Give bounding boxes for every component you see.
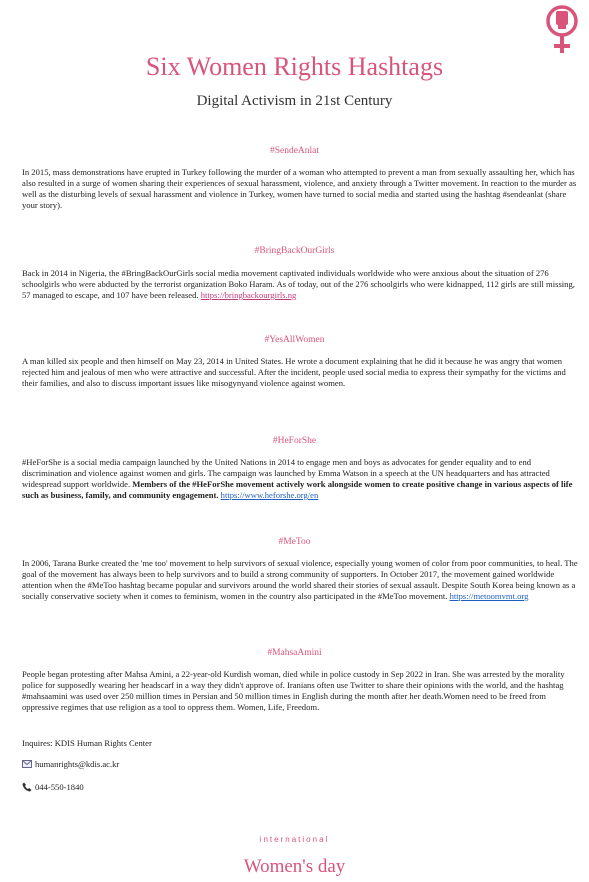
- section-hashtag-metoo: #MeToo: [278, 537, 311, 547]
- inquires-line: Inquires: KDIS Human Rights Center: [22, 738, 152, 748]
- envelope-icon: [22, 760, 32, 770]
- phone-icon: [22, 782, 32, 794]
- section-hashtag-yesallwomen: #YesAllWomen: [264, 335, 325, 345]
- section-text-heforshe: #HeForShe is a social media campaign launched by the United Nations in 2014 to engage men and boys as advocates for gender equality and to end discrimination and violence against women and girls. The campaign was launched by Emma Watson in a speech at the UN headquarters and has attracted widespread support worldwide.: [22, 457, 550, 489]
- metoo-link[interactable]: https://metoomvmt.org: [449, 591, 529, 601]
- footer-title: Women's day: [243, 856, 346, 877]
- phone-line: [22, 782, 84, 794]
- email-line: [22, 759, 119, 770]
- section-text-mahsaamini: People began protesting after Mahsa Amini, a 22-year-old Kurdish woman, died while in police custody in Sep 2022 in Iran. She was arrested by the morality police for supposedly wearing her headscarf in a way they didn't approve of. Iranians often use Twitter to share their opinions with the world, and the hashtag #mahsaamini was used over 250 million times in Persian and 50 million times in English during the month after her death.Women need to be freed from oppressive regimes that use religion as a tool to oppress them. Women, Life, Freedom.: [22, 669, 565, 712]
- section-hashtag-sendeanlat: #SendeAnlat: [269, 146, 320, 156]
- page-subtitle: Digital Activism in 21st Century: [196, 93, 393, 109]
- section-hashtag-mahsaamini: #MahsaAmini: [267, 648, 322, 658]
- section-text-yesallwomen: A man killed six people and then himself on May 23, 2014 in United States. He wrote a document explaining that he did it because he was angry that women rejected him and jealous of men who were attractive and successful. After the incident, people used social media to express their sympathy for the victims and their families, and also to discuss important issues like misogynyand violence against women.: [22, 356, 566, 388]
- section-bringbackourgirls: [22, 268, 578, 301]
- section-hashtag-heforshe: #HeForShe: [272, 436, 317, 446]
- section-text-sendeanlat: In 2015, mass demonstrations have erupted in Turkey following the murder of a woman who attempted to prevent a man from sexually assaulting her, which has also resulted in a surge of women sharing their experiences of sexual harassment, violence, and anxiety through a Twitter movement. In reaction to the murder as well as the disturbing levels of sexual harassment and violence in Turkey, women have turned to social media and started using the hashtag #sendeanlat (share your story).: [22, 167, 577, 210]
- section-metoo: [22, 558, 578, 602]
- section-hashtag-bringbackourgirls: #BringBackOurGirls: [254, 246, 335, 256]
- bringbackourgirls-link[interactable]: https://bringbackourgirls.ng: [200, 290, 297, 300]
- female-fist-logo-icon: [544, 4, 580, 54]
- phone-number[interactable]: 044-550-1840: [35, 782, 84, 792]
- heforshe-link[interactable]: https://www.heforshe.org/en: [220, 490, 319, 500]
- section-heforshe: [22, 457, 578, 501]
- footer-small-text: international: [259, 835, 330, 844]
- section-text-bringbackourgirls: Back in 2014 in Nigeria, the #BringBackOurGirls social media movement captivated individuals worldwide who were anxious about the situation of 276 schoolgirls who were abducted by the terrorist organization Boko Haram. As of today, out of the 276 schoolgirls who were kidnapped, 112 girls are still missing, 57 managed to escape, and 107 have been released.: [22, 268, 575, 300]
- email-address[interactable]: humanrights@kdis.ac.kr: [35, 759, 120, 769]
- section-bold-text-heforshe: Members of the #HeForShe movement actively work alongside women to create positive change in various aspects of life such as business, family, and community engagement.: [22, 479, 573, 500]
- page-title: Six Women Rights Hashtags: [145, 52, 444, 81]
- section-text-metoo: In 2006, Tarana Burke created the 'me too' movement to help survivors of sexual violence, especially young women of color from poor communities, to heal. The goal of the movement has always been to help survivors and to build a strong community of supporters. In October 2017, the movement gained worldwide attention when the #MeToo hashtag became popular and survivors around the world shared their stories of sexual assault. Despite South Korea being known as a socially conservative society when it comes to feminism, women in the country also participated in the #MeToo movement.: [22, 558, 578, 601]
